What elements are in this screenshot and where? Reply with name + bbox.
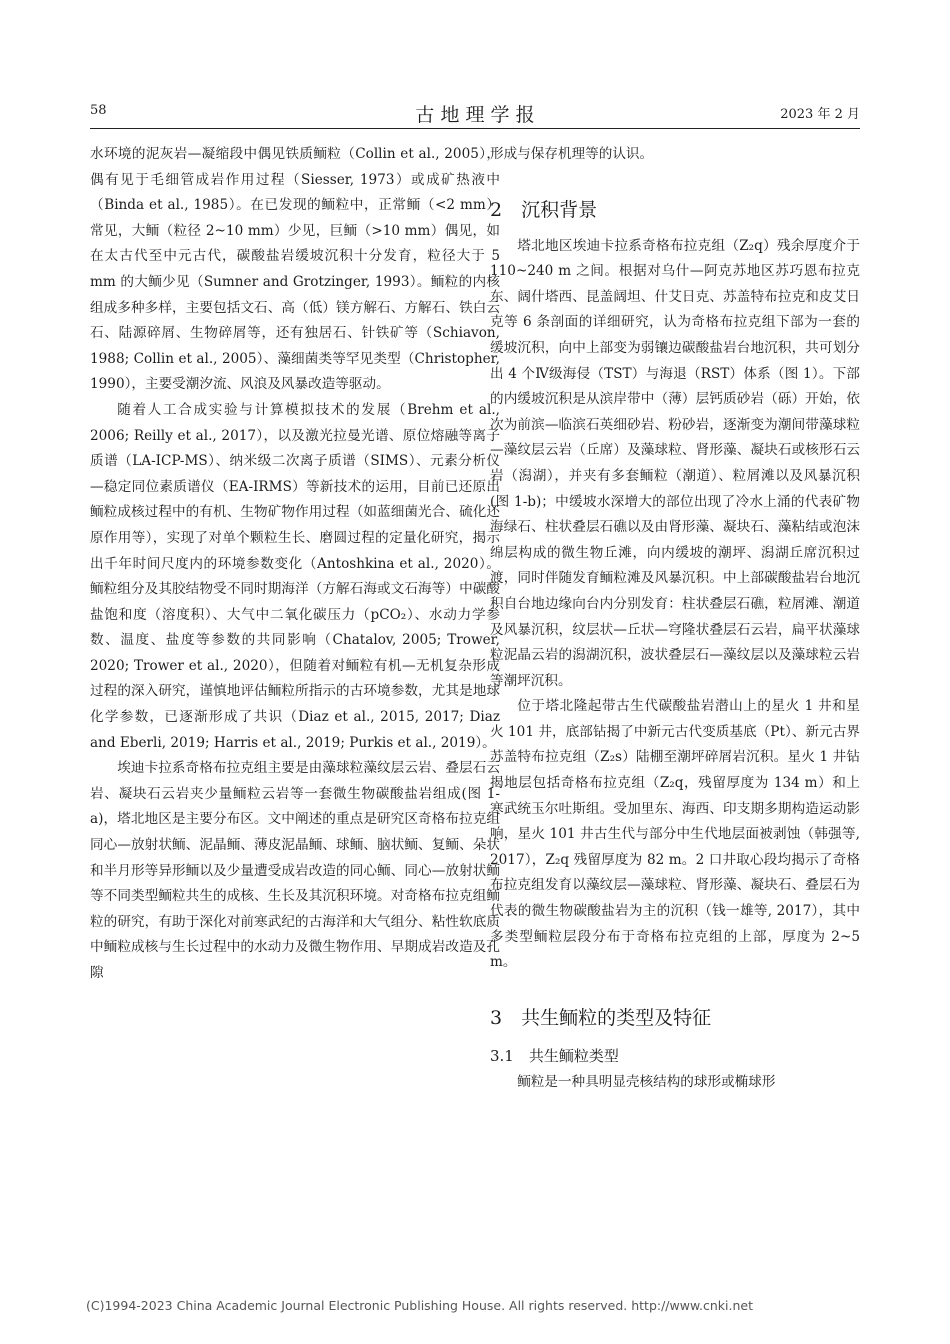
right-column bbox=[490, 142, 860, 1095]
journal-title: 古 地 理 学 报 bbox=[415, 104, 535, 126]
paragraph: 水环境的泥灰岩—凝缩段中偶见铁质鲕粒（Collin et al., 2005），偶有见于毛细管成岩作用过程（Siesser, 1973）或成矿热液中（Binda et al., 1985）。在已发现的鲕粒中，正常鲕（<2 mm）常见，大鲕（粒径 2~10 mm）少见，巨鲕（>10 mm）偶见，如在太古代至中元古代，碳酸盐岩缓坡沉积十分发育，粒径大于 5 mm 的大鲕少见（Sumner and Grotzinger, 1993）。鲕粒的内核组成多种多样，主要包括文石、高（低）镁方解石、方解石、铁白云石、陆源碎屑、生物碎屑等，还有独居石、针铁矿等（Schiavon, 1988; Collin et al., 2005）、藻细菌类等罕见类型（Christopher, 1990），主要受潮汐流、风浪及风暴改造等驱动。 bbox=[90, 146, 500, 393]
page-number: 58 bbox=[90, 103, 107, 118]
paragraph-continuation: 形成与保存机理等的认识。 bbox=[490, 146, 654, 162]
paragraph: 鲕粒是一种具明显壳核结构的球形或椭球形 bbox=[517, 1073, 776, 1090]
page-header bbox=[90, 100, 860, 124]
paragraph: 随着人工合成实验与计算模拟技术的发展（Brehm et al., 2006; Reilly et al., 2017），以及激光拉曼光谱、原位熔融等离子质谱（LA-ICP-MS）、纳米级二次离子质谱（SIMS）、元素分析仪—稳定同位素质谱仪（EA-IRMS）等新技术的运用，目前已还原出鲕粒成核过程中的有机、生物矿物作用过程（如蓝细菌光合、硫化还原作用等），实现了对单个颗粒生长、磨圆过程的定量化研究，揭示出千年时间尺度内的环境参数变化（Antoshkina et al., 2020）。鲕粒组分及其胶结物受不同时期海洋（方解石海或文石海等）中碳酸盐饱和度（溶度积）、大气中二氧化碳压力（pCO₂）、水动力学参数、温度、盐度等参数的共同影响（Chatalov, 2005; Trower, 2020; Trower et al., 2020），但随着对鲕粒有机—无机复杂形成过程的深入研究，谨慎地评估鲕粒所指示的古环境参数，尤其是地球化学参数，已逐渐形成了共识（Diaz et al., 2015, 2017; Diaz and Eberli, 2019; Harris et al., 2019; Purkis et al., 2019）。 bbox=[90, 401, 500, 751]
paragraph: 埃迪卡拉系奇格布拉克组主要是由藻球粒藻纹层云岩、叠层石云岩、凝块石云岩夹少量鲕粒云岩等一套微生物碳酸盐岩组成(图 1-a)，塔北地区是主要分布区。文中阐述的重点是研究区奇格布拉克组同心—放射状鲕、泥晶鲕、薄皮泥晶鲕、球鲕、脑状鲕、复鲕、朵状和半月形等异形鲕以及少量遭受成岩改造的同心鲕、同心—放射状鲕等不同类型鲕粒共生的成核、生长及其沉积环境。对奇格布拉克组鲕粒的研究，有助于深化对前寒武纪的古海洋和大气组分、粘性软底质中鲕粒成核与生长过程中的水动力及微生物作用、早期成岩改造及孔隙 bbox=[90, 760, 500, 981]
section-heading: 2 沉积背景 bbox=[490, 198, 598, 221]
section-heading: 3 共生鲕粒的类型及特征 bbox=[490, 1006, 712, 1029]
subsection-heading: 3.1 共生鲕粒类型 bbox=[490, 1046, 619, 1065]
paragraph: 塔北地区埃迪卡拉系奇格布拉克组（Z₂q）残余厚度介于 110~240 m 之间。根据对乌什—阿克苏地区苏巧恩布拉克东、阔什塔西、昆盖阔坦、什艾日克、苏盖特布拉克和皮艾日克等 6 条剖面的详细研究，认为奇格布拉克组下部为一套的缓坡沉积，向中上部变为弱镶边碳酸盐岩台地沉积，共可划分出 4 个Ⅳ级海侵（TST）与海退（RST）体系（图 1）。下部的内缓坡沉积是从滨岸带中（薄）层钙质砂岩（砾）开始，依次为前滨—临滨石英细砂岩、粉砂岩，逐渐变为潮间带藻球粒—藻纹层云岩（丘席）及藻球粒、肾形藻、凝块石或核形石云岩（潟湖），并夹有多套鲕粒（潮道）、粒屑滩以及风暴沉积(图 1-b)；中缓坡水深增大的部位出现了冷水上涌的代表矿物海绿石、柱状叠层石礁以及由肾形藻、凝块石、藻粘结或泡沫绵层构成的微生物丘滩，向内缓坡的潮坪、潟湖丘席沉积过渡，同时伴随发育鲕粒滩及风暴沉积。中上部碳酸盐岩台地沉积自台地边缘向台内分别发育：柱状叠层石礁，粒屑滩、潮道及风暴沉积，纹层状—丘状—穹隆状叠层石云岩，扁平状藻球粒泥晶云岩的潟湖沉积，波状叠层石—藻纹层以及藻球粒云岩等潮坪沉积。 bbox=[490, 237, 860, 689]
header-rule bbox=[90, 128, 860, 129]
issue-date: 2023 年 2 月 bbox=[780, 107, 860, 122]
copyright-footer: (C)1994-2023 China Academic Journal Electronic Publishing House. All rights reserved. http://www.cnki.net bbox=[86, 1298, 753, 1313]
paragraph: 位于塔北隆起带古生代碳酸盐岩潜山上的星火 1 井和星火 101 井，底部钻揭了中新元古代变质基底（Pt）、新元古界苏盖特布拉克组（Z₂s）陆棚至潮坪碎屑岩沉积。星火 1 井钻揭地层包括奇格布拉克组（Z₂q，残留厚度为 134 m）和上寒武统玉尔吐斯组。受加里东、海西、印支期多期构造运动影响，星火 101 井古生代与部分中生代地层面被剥蚀（韩强等, 2017），Z₂q 残留厚度为 82 m。2 口井取心段均揭示了奇格布拉克组发育以藻纹层—藻球粒、肾形藻、凝块石、叠层石为代表的微生物碳酸盐岩为主的沉积（钱一雄等, 2017），其中多类型鲕粒层段分布于奇格布拉克组的上部，厚度为 2~5 m。 bbox=[490, 698, 860, 971]
left-column bbox=[90, 142, 500, 987]
